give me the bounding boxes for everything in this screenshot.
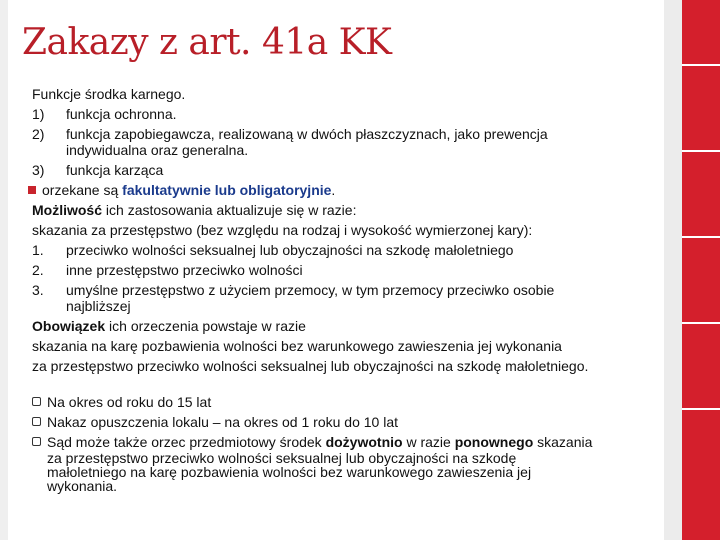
bar-divider bbox=[682, 322, 720, 324]
bold-text: Obowiązek bbox=[32, 318, 106, 334]
list-text: funkcja karząca bbox=[66, 162, 164, 178]
bar-divider bbox=[682, 150, 720, 152]
list-text: inne przestępstwo przeciwko wolności bbox=[66, 262, 303, 278]
list-number: 1. bbox=[32, 242, 44, 258]
list-text-continuation: najbliższej bbox=[66, 298, 131, 314]
checkbox-bullet-item bbox=[32, 392, 662, 412]
list-item bbox=[32, 104, 662, 124]
slide-frame-left bbox=[0, 0, 8, 540]
bullet-item bbox=[32, 180, 662, 200]
bullet-text: Nakaz opuszczenia lokalu – na okres od 1 roku do 10 lat bbox=[47, 414, 398, 430]
list-item bbox=[32, 240, 662, 260]
bullet-text-continuation: wykonania. bbox=[47, 478, 118, 494]
paragraph: skazania na karę pozbawienia wolności bez warunkowego zawieszenia jej wykonania bbox=[32, 338, 562, 354]
list-number: 3) bbox=[32, 162, 45, 178]
list-number: 1) bbox=[32, 106, 45, 122]
bold-text: dożywotnio bbox=[325, 434, 403, 450]
checkbox-bullet-icon bbox=[32, 417, 41, 426]
paragraph: za przestępstwo przeciwko wolności seksualnej lub obyczajności na szkodę małoletniego. bbox=[32, 358, 589, 374]
bullet-text: Sąd może także orzec przedmiotowy środek bbox=[47, 434, 326, 450]
list-number: 3. bbox=[32, 282, 44, 298]
list-number: 2. bbox=[32, 262, 44, 278]
paragraph-text: ich zastosowania aktualizuje się w razie: bbox=[102, 202, 357, 218]
bullet-text: orzekane są bbox=[42, 182, 123, 198]
list-item bbox=[32, 160, 662, 180]
paragraph bbox=[32, 200, 662, 220]
slide-body bbox=[32, 84, 662, 494]
bar-divider bbox=[682, 236, 720, 238]
bar-divider bbox=[682, 64, 720, 66]
spacer bbox=[32, 376, 662, 392]
bullet-text: w razie bbox=[402, 434, 455, 450]
slide-title: Zakazy z art. 41a KK bbox=[22, 22, 392, 63]
bold-text: Możliwość bbox=[32, 202, 103, 218]
bullet-text-continuation: za przestępstwo przeciwko wolności seksualnej lub obyczajności na szkodę bbox=[47, 450, 517, 466]
list-number: 2) bbox=[32, 126, 45, 142]
paragraph bbox=[32, 316, 662, 336]
paragraph-text: ich orzeczenia powstaje w razie bbox=[105, 318, 306, 334]
bullet-text: Na okres od roku do 15 lat bbox=[47, 394, 212, 410]
list-item bbox=[32, 280, 662, 314]
checkbox-bullet-icon bbox=[32, 437, 41, 446]
bar-divider bbox=[682, 408, 720, 410]
list-text-continuation: indywidualna oraz generalna. bbox=[66, 142, 249, 158]
list-item bbox=[32, 124, 662, 158]
checkbox-bullet-item bbox=[32, 432, 662, 494]
square-bullet-icon bbox=[28, 186, 36, 194]
red-accent-bar bbox=[682, 0, 720, 540]
paragraph: Funkcje środka karnego. bbox=[32, 86, 186, 102]
list-text: przeciwko wolności seksualnej lub obyczajności na szkodę małoletniego bbox=[66, 242, 514, 258]
bullet-text-continuation: małoletniego na karę pozbawienia wolności bez warunkowego zawieszenia jej bbox=[47, 464, 532, 480]
list-text: umyślne przestępstwo z użyciem przemocy, w tym przemocy przeciwko osobie bbox=[66, 282, 555, 298]
list-text: funkcja ochronna. bbox=[66, 106, 177, 122]
checkbox-bullet-item bbox=[32, 412, 662, 432]
emphasis-text: fakultatywnie lub obligatoryjnie bbox=[122, 182, 332, 198]
paragraph: skazania za przestępstwo (bez względu na rodzaj i wysokość wymierzonej kary): bbox=[32, 222, 533, 238]
list-text: funkcja zapobiegawcza, realizowaną w dwóch płaszczyznach, jako prewencja bbox=[66, 126, 548, 142]
checkbox-bullet-icon bbox=[32, 397, 41, 406]
bullet-text-end: . bbox=[331, 182, 336, 198]
bullet-text: skazania bbox=[533, 434, 593, 450]
list-item bbox=[32, 260, 662, 280]
bold-text: ponownego bbox=[454, 434, 534, 450]
